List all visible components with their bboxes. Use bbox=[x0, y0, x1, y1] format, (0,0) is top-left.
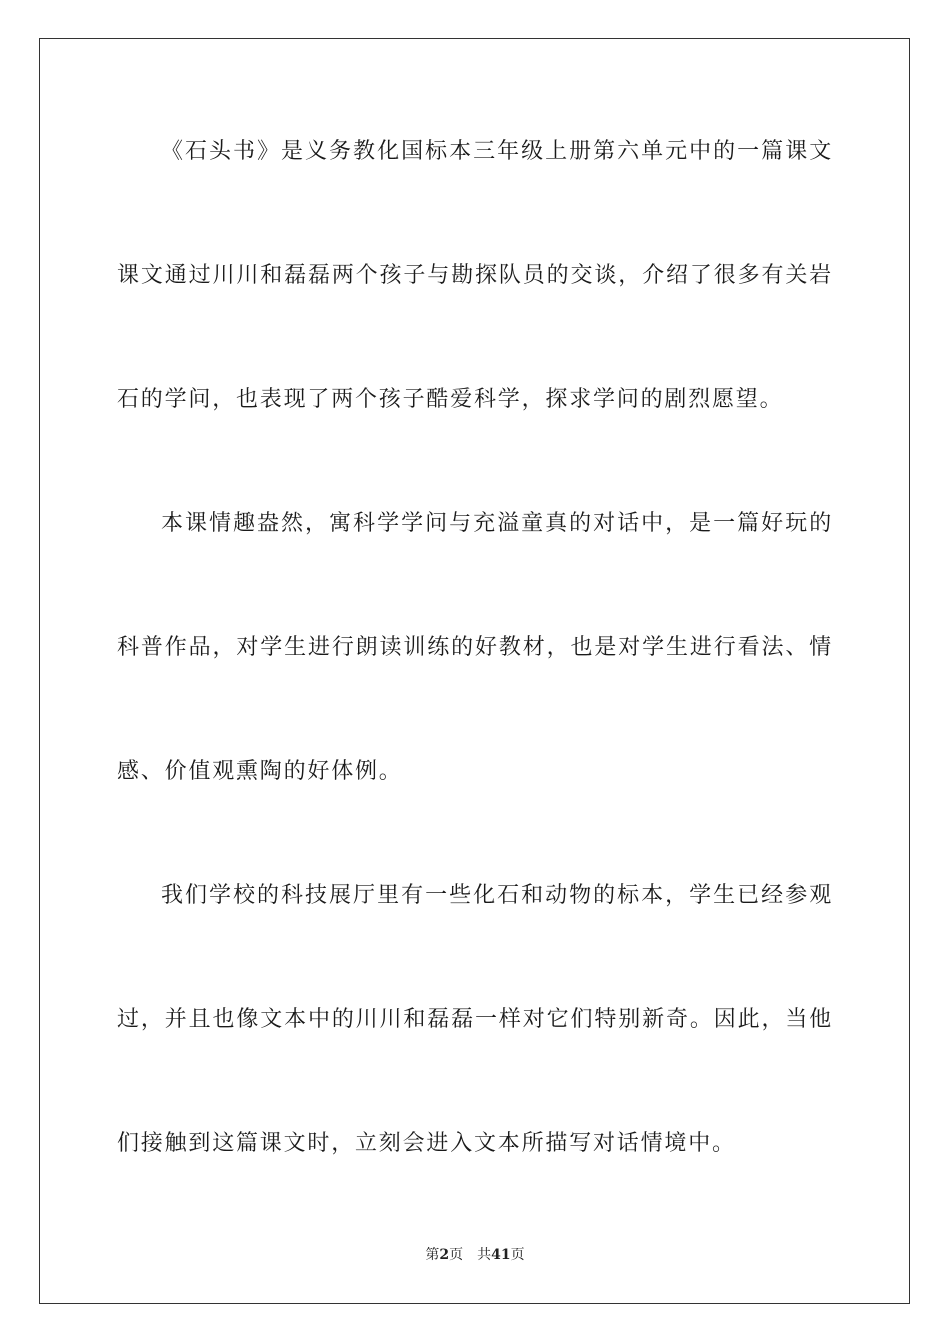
paragraph-2-line-3: 感、价值观熏陶的好体例。 bbox=[117, 759, 403, 784]
paragraph-3-line-3: 们接触到这篇课文时，立刻会进入文本所描写对话情境中。 bbox=[117, 1131, 736, 1156]
paragraph-2-line-2: 科普作品，对学生进行朗读训练的好教材，也是对学生进行看法、情 bbox=[117, 635, 833, 660]
page-number: 2 bbox=[439, 1247, 450, 1263]
total-prefix: 共 bbox=[477, 1247, 492, 1263]
page-footer bbox=[0, 1245, 950, 1265]
paragraph-3-line-1: 我们学校的科技展厅里有一些化石和动物的标本，学生已经参观 bbox=[161, 883, 833, 908]
paragraph-1-line-1: 《石头书》是义务教化国标本三年级上册第六单元中的一篇课文 bbox=[161, 139, 833, 164]
paragraph-1-line-2: 课文通过川川和磊磊两个孩子与勘探队员的交谈，介绍了很多有关岩 bbox=[117, 263, 833, 288]
paragraph-1-line-3: 石的学问，也表现了两个孩子酷爱科学，探求学问的剧烈愿望。 bbox=[117, 387, 784, 412]
paragraph-3-line-2: 过，并且也像文本中的川川和磊磊一样对它们特别新奇。因此，当他 bbox=[117, 1007, 833, 1032]
page-border bbox=[39, 38, 910, 1304]
page-suffix: 页 bbox=[449, 1247, 464, 1263]
total-pages: 41 bbox=[491, 1247, 511, 1263]
total-suffix: 页 bbox=[510, 1247, 525, 1263]
paragraph-2-line-1: 本课情趣盎然，寓科学学问与充溢童真的对话中，是一篇好玩的 bbox=[161, 511, 833, 536]
page-prefix: 第 bbox=[425, 1247, 440, 1263]
